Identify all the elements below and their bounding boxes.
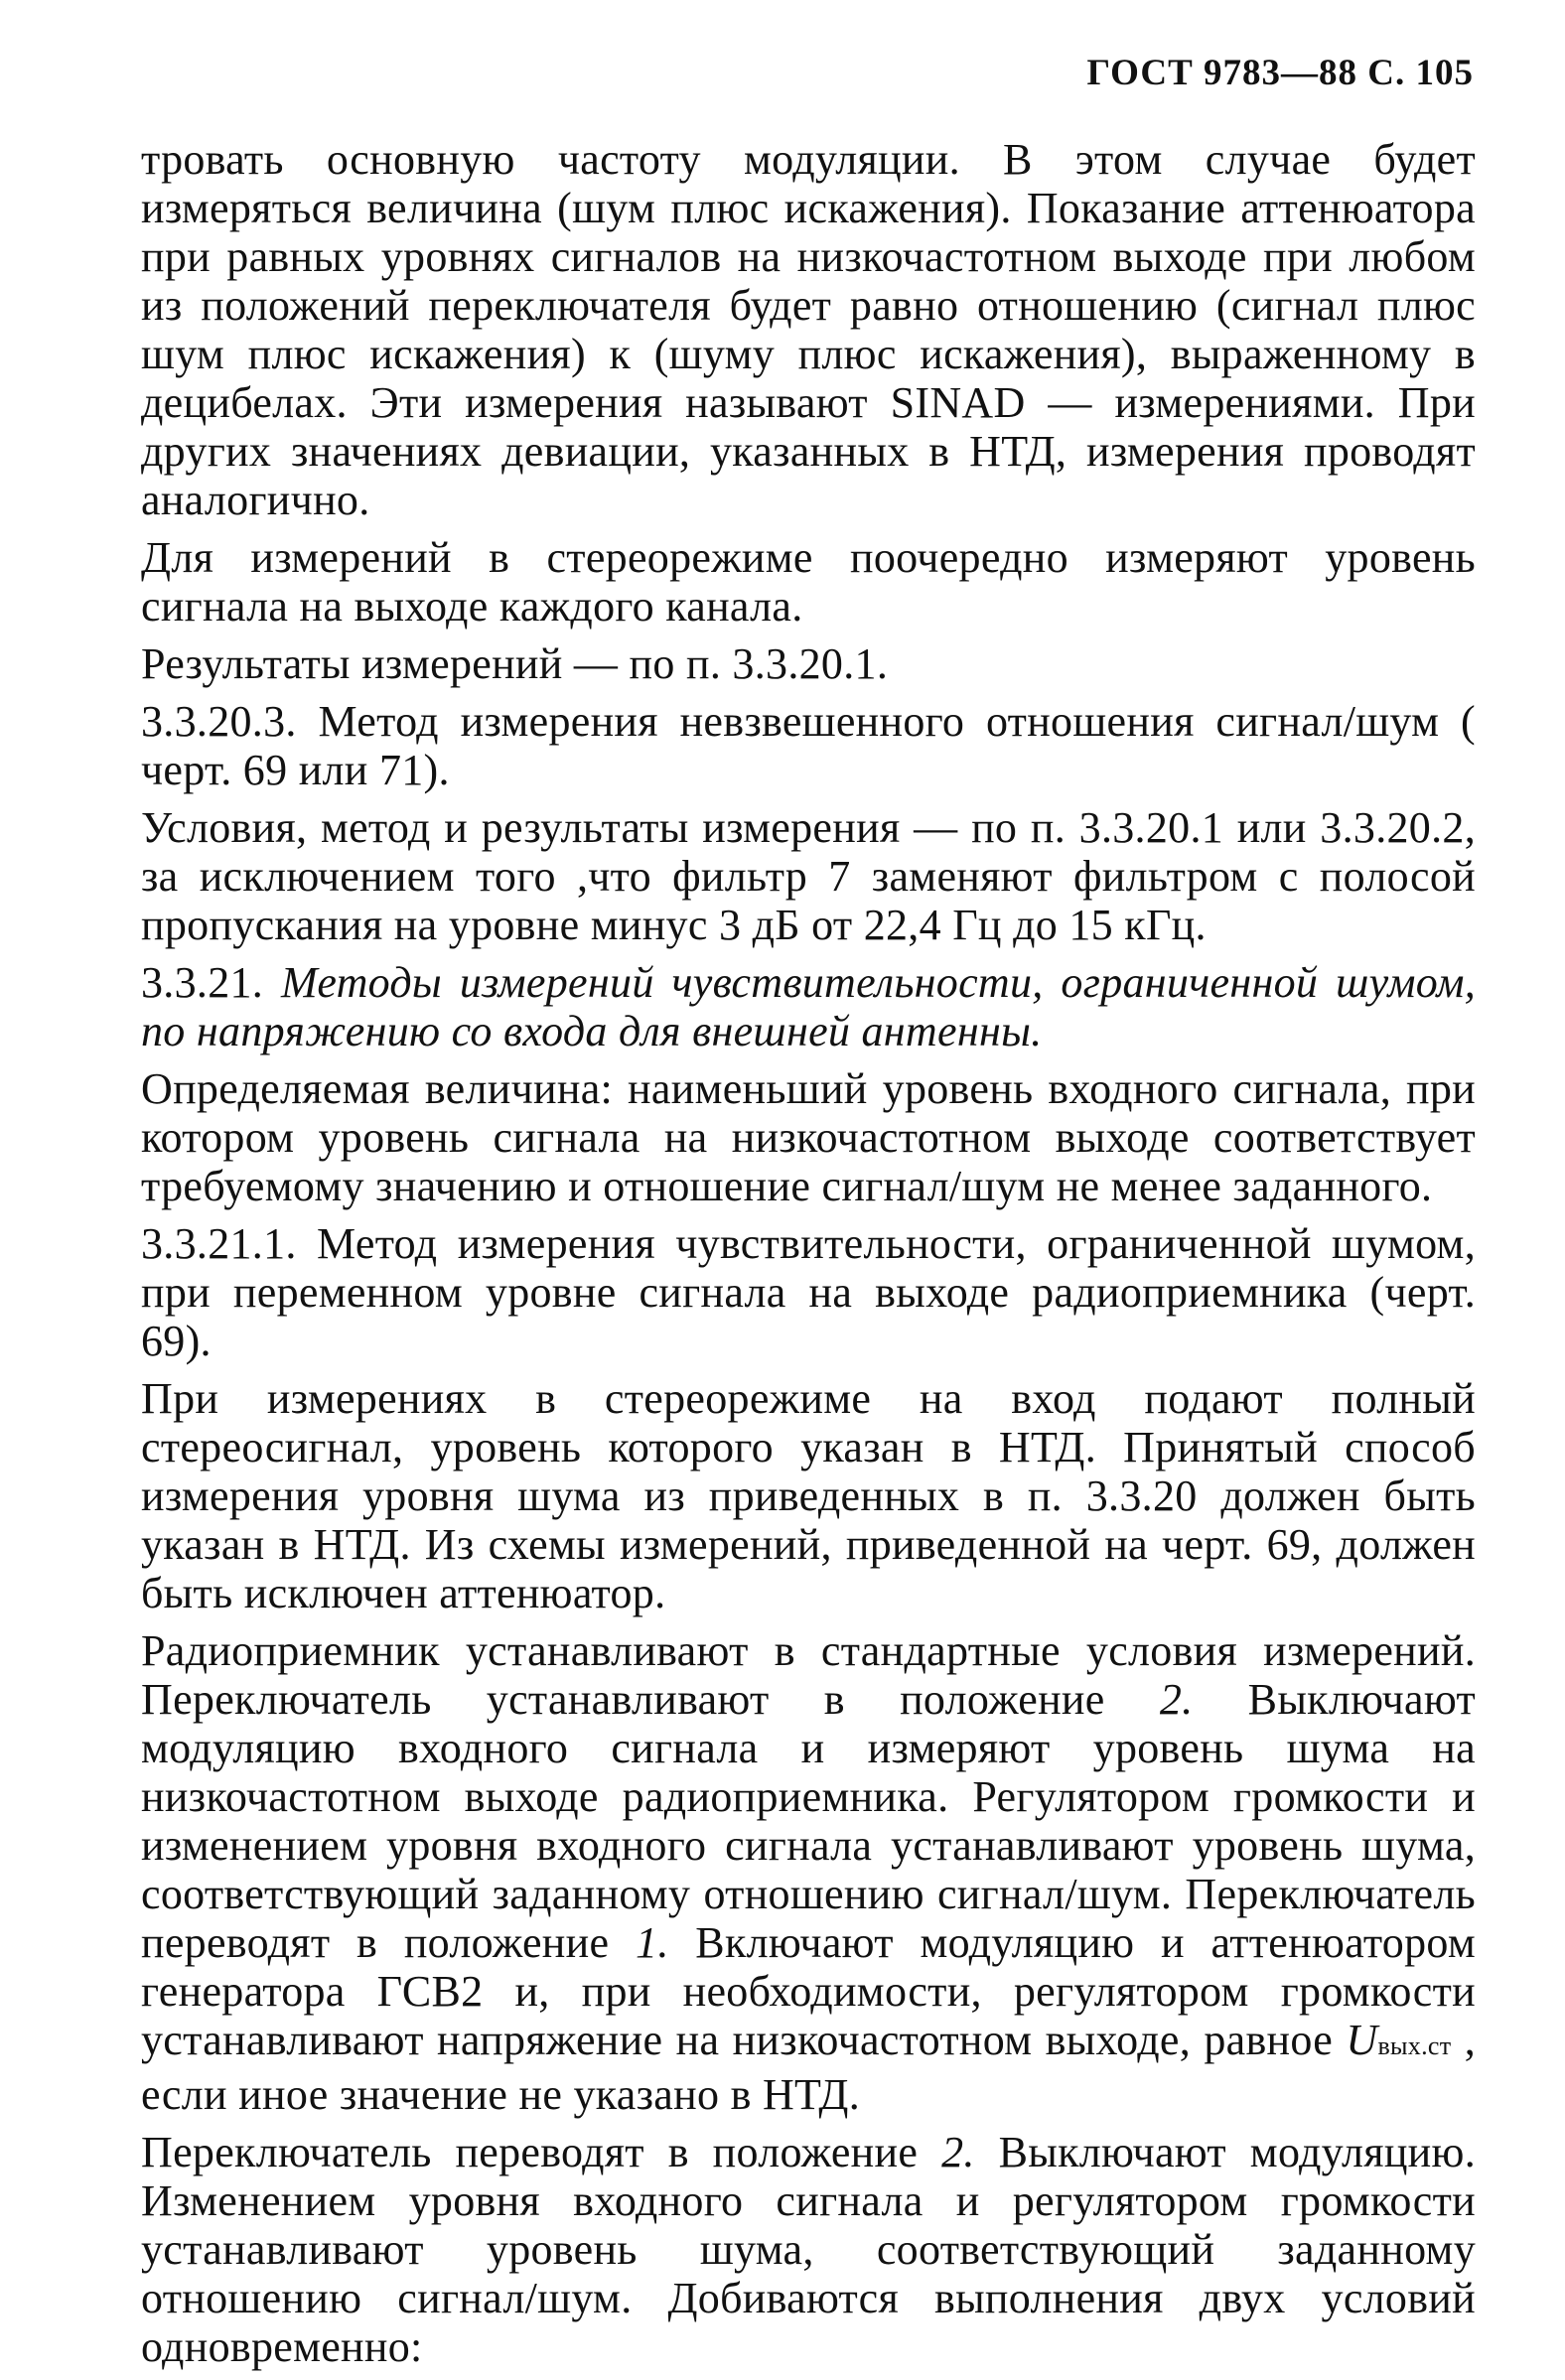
final-position-2: 2. bbox=[941, 2128, 975, 2176]
paragraph-definition: Определяемая величина: наименьший уровень входного сигнала, при котором уровень сигнала на низкочастотном выходе соответствует требуемому значению и отношение сигнал/шум не менее заданного. bbox=[141, 1064, 1476, 1210]
section-3-3-20-3: 3.3.20.3. Метод измерения невзвешенного отношения сигнал/шум ( черт. 69 или 71). bbox=[141, 697, 1476, 794]
paragraph-final bbox=[141, 2128, 1476, 2371]
voltage-subscript: вых.ст bbox=[1377, 2031, 1452, 2060]
body-text bbox=[141, 135, 1476, 2380]
position-1: 1. bbox=[636, 1918, 669, 1967]
paragraph-results: Результаты измерений — по п. 3.3.20.1. bbox=[141, 639, 889, 688]
section-title: Методы измерений чувствительности, ограниченной шумом, по напряжению со входа для внешней антенны. bbox=[141, 958, 1476, 1055]
procedure-text-d: , если иное значение не указано в НТД. bbox=[141, 2016, 1476, 2119]
section-3-3-21-1: 3.3.21.1. Метод измерения чувствительности, ограниченной шумом, при переменном уровне сигнала на выходе радиоприемника (черт. 69). bbox=[141, 1219, 1476, 1365]
procedure-text-b: Выключают модуляцию входного сигнала и измеряют уровень шума на низкочастотном выходе радиоприемника. Регулятором громкости и изменением уровня входного сигнала устанавливают уровень шума, соответствующий заданному отношению сигнал/шум. Переключатель переводят в положение bbox=[141, 1675, 1476, 1967]
position-2: 2. bbox=[1159, 1675, 1194, 1724]
paragraph-conditions: Условия, метод и результаты измерения — по п. 3.3.20.1 или 3.3.20.2, за исключением того ,что фильтр 7 заменяют фильтром с полосой пропускания на уровне минус 3 дБ от 22,4 Гц до 15 кГц. bbox=[141, 803, 1476, 949]
paragraph-stereo-measure: При измерениях в стереорежиме на вход подают полный стереосигнал, уровень которого указан в НТД. Принятый способ измерения уровня шума из приведенных в п. 3.3.20 должен быть указан в НТД. Из схемы измерений, приведенной на черт. 69, должен быть исключен аттенюатор. bbox=[141, 1374, 1476, 1617]
final-text-a: Переключатель переводят в положение bbox=[141, 2128, 942, 2176]
procedure-text-a: Радиоприемник устанавливают в стандартные условия измерений. Переключатель устанавливают в положение bbox=[141, 1626, 1476, 1724]
voltage-symbol: U bbox=[1346, 2016, 1378, 2064]
paragraph-stereo: Для измерений в стереорежиме поочередно измеряют уровень сигнала на выходе каждого канала. bbox=[141, 533, 1476, 630]
page-header: ГОСТ 9783—88 С. 105 bbox=[1086, 53, 1474, 93]
paragraph-continuation: тровать основную частоту модуляции. В этом случае будет измеряться величина (шум плюс искажения). Показание аттенюатора при равных уровнях сигналов на низкочастотном выходе при любом из положений переключателя будет равно отношению (сигнал плюс шум плюс искажения) к (шуму плюс искажения), выраженному в децибелах. Эти измерения называют SINAD — измерениями. При других значениях девиации, указанных в НТД, измерения проводят аналогично. bbox=[141, 135, 1476, 524]
paragraph-procedure bbox=[141, 1626, 1476, 2119]
procedure-text-c: Включают модуляцию и аттенюатором генератора ГСВ2 и, при необходимости, регулятором громкости устанавливают напряжение на низкочастотном выходе, равное bbox=[141, 1918, 1477, 2064]
section-number: 3.3.21. bbox=[141, 958, 264, 1007]
section-3-3-21 bbox=[141, 958, 1476, 1055]
final-text-b: Выключают модуляцию. Изменением уровня входного сигнала и регулятором громкости устанавливают уровень шума, соответствующий заданному отношению сигнал/шум. Добиваются выполнения двух условий одновременно: bbox=[141, 2128, 1476, 2371]
